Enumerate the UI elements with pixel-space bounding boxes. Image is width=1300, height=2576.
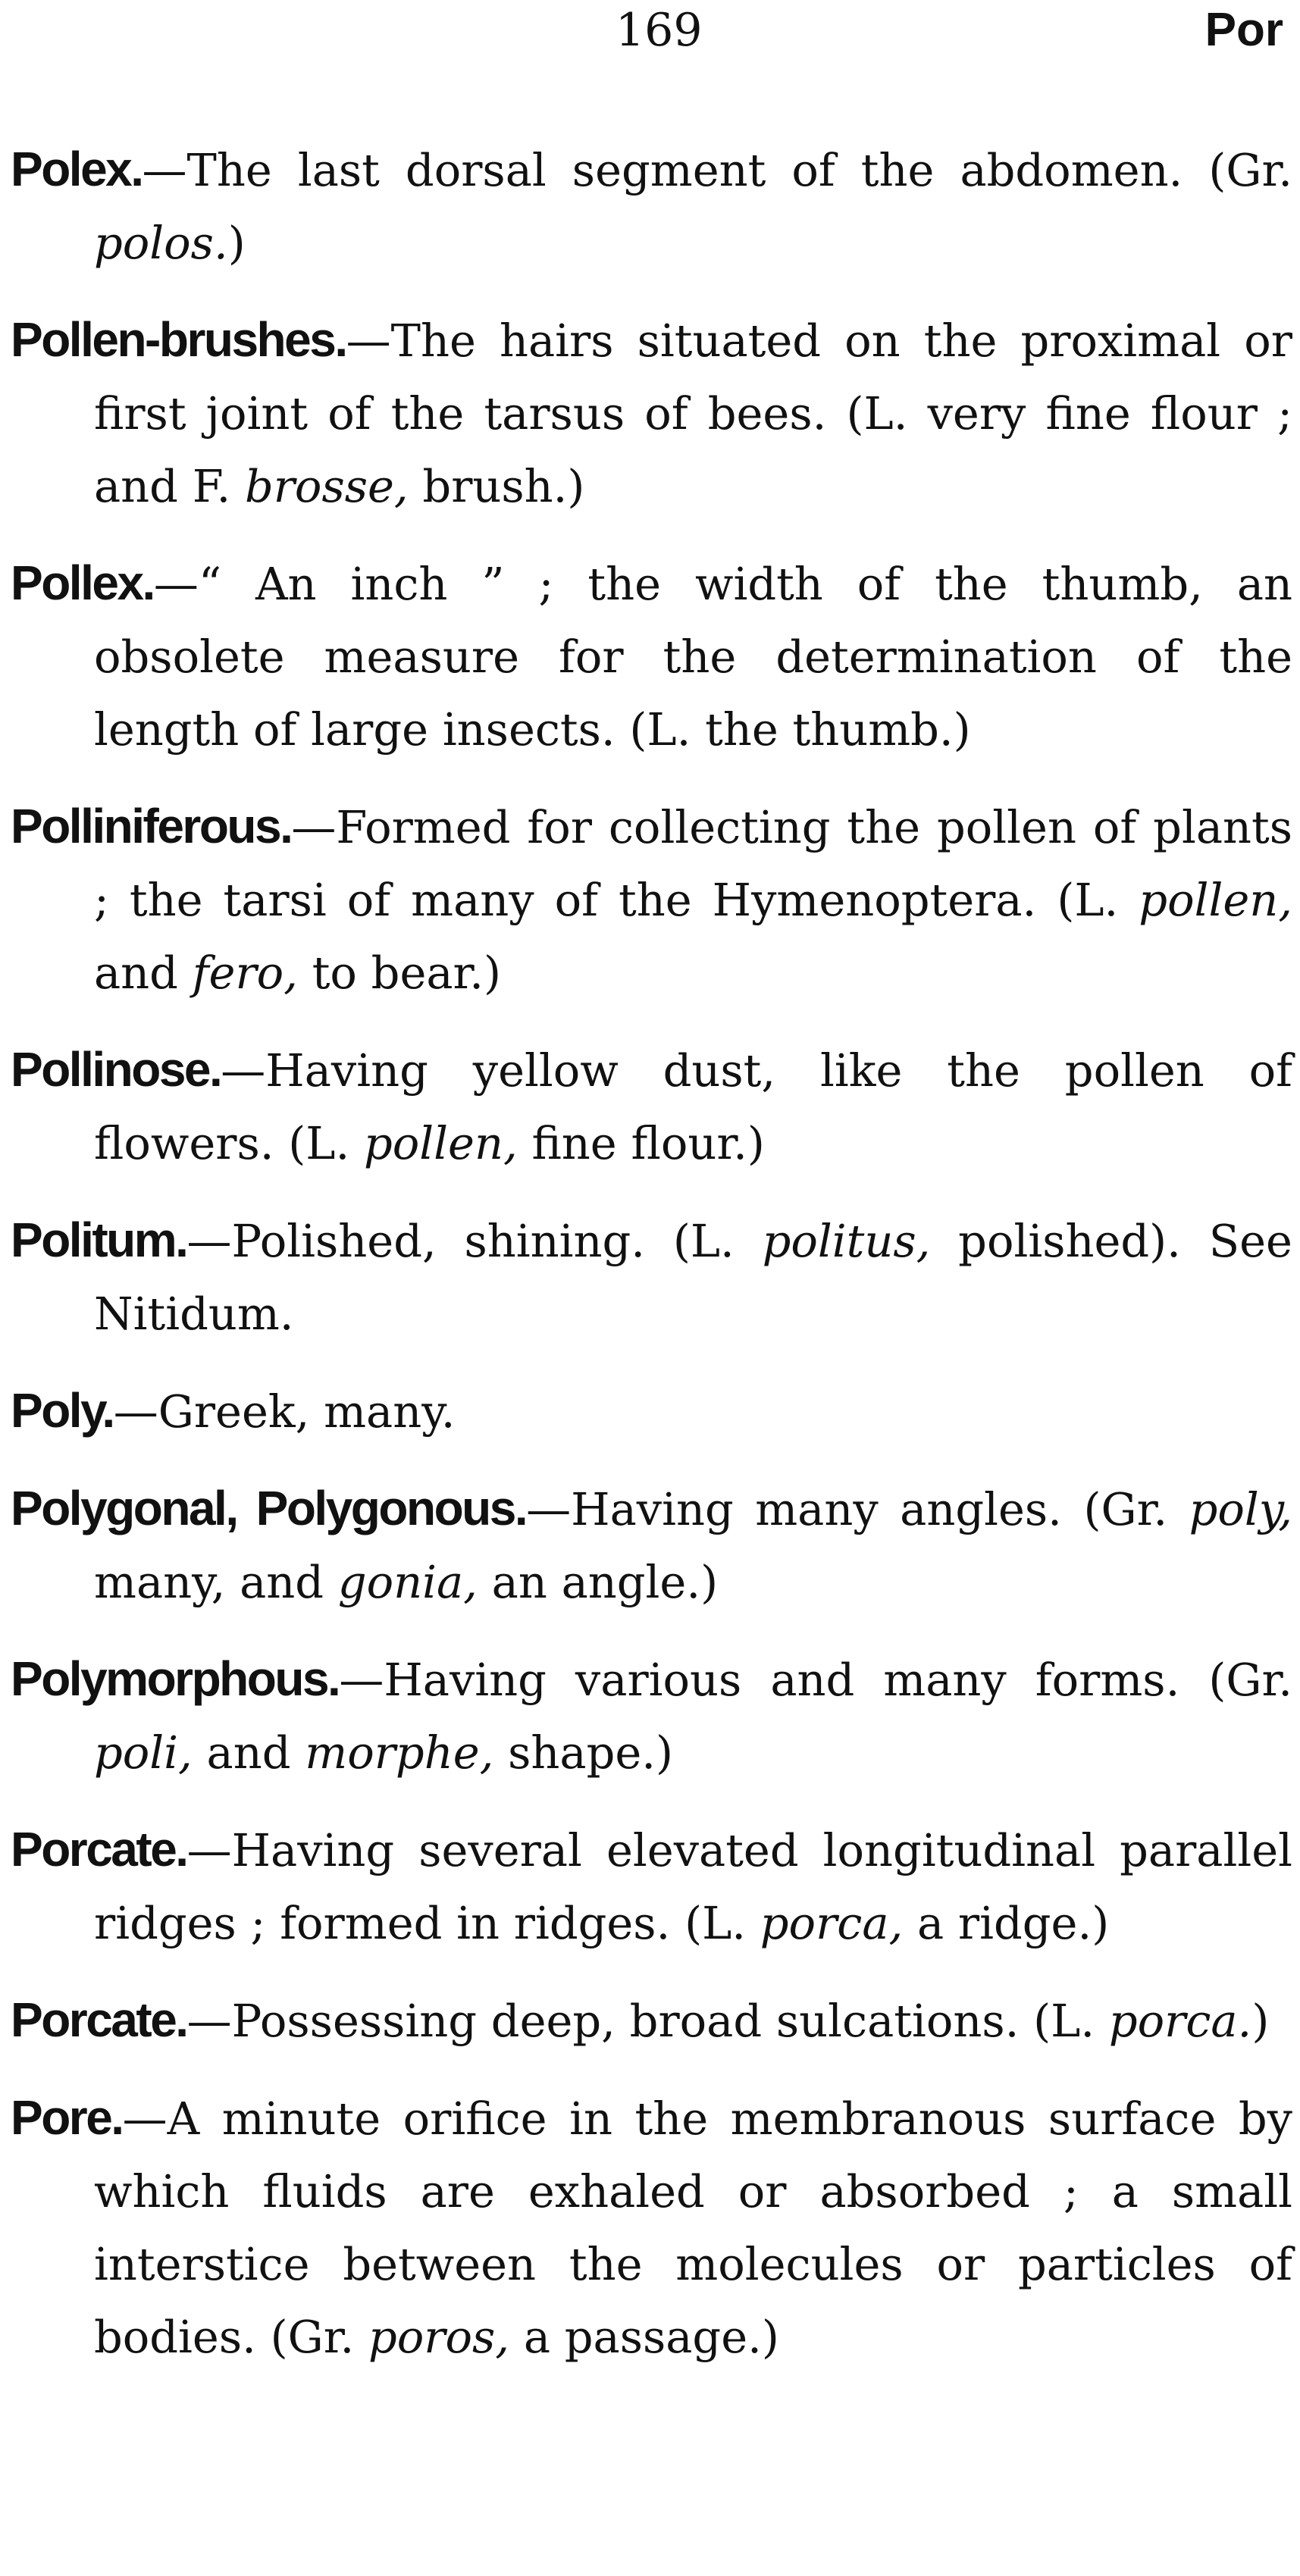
glossary-entry: [11, 2081, 1292, 2374]
definition-text-run: —Having several elevated longitudinal parallel ridges ; formed in ridges. (L.: [94, 1824, 1292, 1949]
definition-italic-run: brosse,: [244, 460, 409, 512]
definition-text-run: —A minute orifice in the membranous surface by which fluids are exhaled or absorbed ; a small interstice between the molecules or particles of bodies. (Gr.: [94, 2092, 1292, 2363]
definition-italic-run: porca,: [760, 1897, 904, 1949]
glossary-entry: [11, 1642, 1292, 1789]
running-head: Por: [1204, 4, 1283, 56]
definition-text-run: —Polished, shining. (L.: [186, 1215, 763, 1267]
entry-term: Polliniferous.: [11, 799, 292, 853]
definition-text-run: shape.): [493, 1726, 674, 1779]
definition-italic-run: gonia,: [337, 1556, 478, 1608]
definition-text-run: —“ An inch ” ; the width of the thumb, an obsolete measure for the determination of the length of large insects. (L. the thumb.): [94, 558, 1292, 756]
glossary-entry: [11, 1203, 1292, 1351]
entry-term: Polymorphous.: [11, 1651, 340, 1706]
definition-italic-run: fero,: [192, 947, 298, 999]
entry-definition: [94, 1044, 1292, 1169]
definition-text-run: many, and: [94, 1556, 338, 1608]
definition-italic-run: porca.: [1108, 1995, 1252, 2047]
definition-text-run: —Greek, many.: [113, 1385, 456, 1438]
definition-text-run: —Having various and many forms. (Gr.: [339, 1654, 1292, 1706]
definition-italic-run: poly,: [1189, 1483, 1292, 1535]
definition-text-run: and: [192, 1726, 305, 1779]
entry-definition: [94, 1215, 1292, 1340]
glossary-entry: [11, 1813, 1292, 1960]
definition-italic-run: polos.: [94, 217, 228, 269]
definition-text-run: —The hairs situated on the proximal or first joint of the tarsus of bees. (L. very fine flour ; and F.: [94, 315, 1292, 512]
definition-italic-run: politus,: [762, 1215, 931, 1267]
definition-text-run: a passage.): [509, 2311, 779, 2363]
definition-text-run: to bear.): [297, 947, 502, 999]
entry-term: Politum.: [11, 1213, 187, 1267]
entry-term: Porcate.: [11, 1822, 187, 1876]
entry-term: Poly.: [11, 1383, 114, 1438]
definition-text-run: —The last dorsal segment of the abdomen. (Gr.: [142, 144, 1292, 196]
entry-term: Polygonal, Polygonous.: [11, 1481, 527, 1535]
page-number: 169: [616, 4, 703, 57]
glossary-entry: [11, 790, 1292, 1009]
definition-text-run: ): [227, 217, 246, 269]
definition-text-run: an angle.): [477, 1556, 719, 1608]
glossary-entry: [11, 303, 1292, 523]
glossary-entry: [11, 1983, 1292, 2058]
definition-text-run: —Having yellow dust, like the pollen of flowers. (L.: [94, 1044, 1292, 1169]
entry-definition: [187, 1995, 1270, 2047]
entry-list: [11, 133, 1292, 2374]
entry-definition: [114, 1385, 456, 1438]
entry-term: Pollex.: [11, 556, 154, 610]
page-header: [11, 0, 1292, 72]
glossary-entry: [11, 1033, 1292, 1180]
glossary-entry: [11, 1374, 1292, 1448]
definition-text-run: fine flour.): [517, 1117, 765, 1169]
glossary-entry: [11, 133, 1292, 280]
entry-definition: [94, 558, 1292, 756]
definition-text-run: polished). See Nitidum.: [94, 1215, 1292, 1340]
definition-italic-run: pollen,: [364, 1117, 518, 1169]
definition-italic-run: morphe,: [305, 1726, 494, 1779]
definition-text-run: a ridge.): [903, 1897, 1110, 1949]
entry-term: Pollen-brushes.: [11, 312, 346, 367]
definition-text-run: —Formed for collecting the pollen of plants ; the tarsi of many of the Hymenoptera. (L.: [94, 801, 1292, 926]
entry-definition: [94, 1824, 1292, 1949]
definition-text-run: —Having many angles. (Gr.: [526, 1483, 1189, 1535]
entry-definition: [94, 2092, 1292, 2363]
glossary-entry: [11, 1472, 1292, 1619]
entry-term: Pore.: [11, 2090, 123, 2145]
entry-term: Porcate.: [11, 1992, 187, 2047]
definition-italic-run: poli,: [94, 1726, 193, 1779]
entry-definition: [94, 144, 1292, 269]
entry-term: Pollinose.: [11, 1042, 221, 1097]
definition-text-run: brush.): [408, 460, 585, 512]
definition-text-run: ): [1251, 1995, 1270, 2047]
definition-text-run: —Possessing deep, broad sulcations. (L.: [186, 1995, 1109, 2047]
definition-text-run: and: [94, 947, 193, 999]
glossary-entry: [11, 546, 1292, 766]
definition-italic-run: poros,: [368, 2311, 510, 2363]
definition-italic-run: pollen,: [1139, 874, 1292, 926]
entry-term: Polex.: [11, 142, 143, 196]
